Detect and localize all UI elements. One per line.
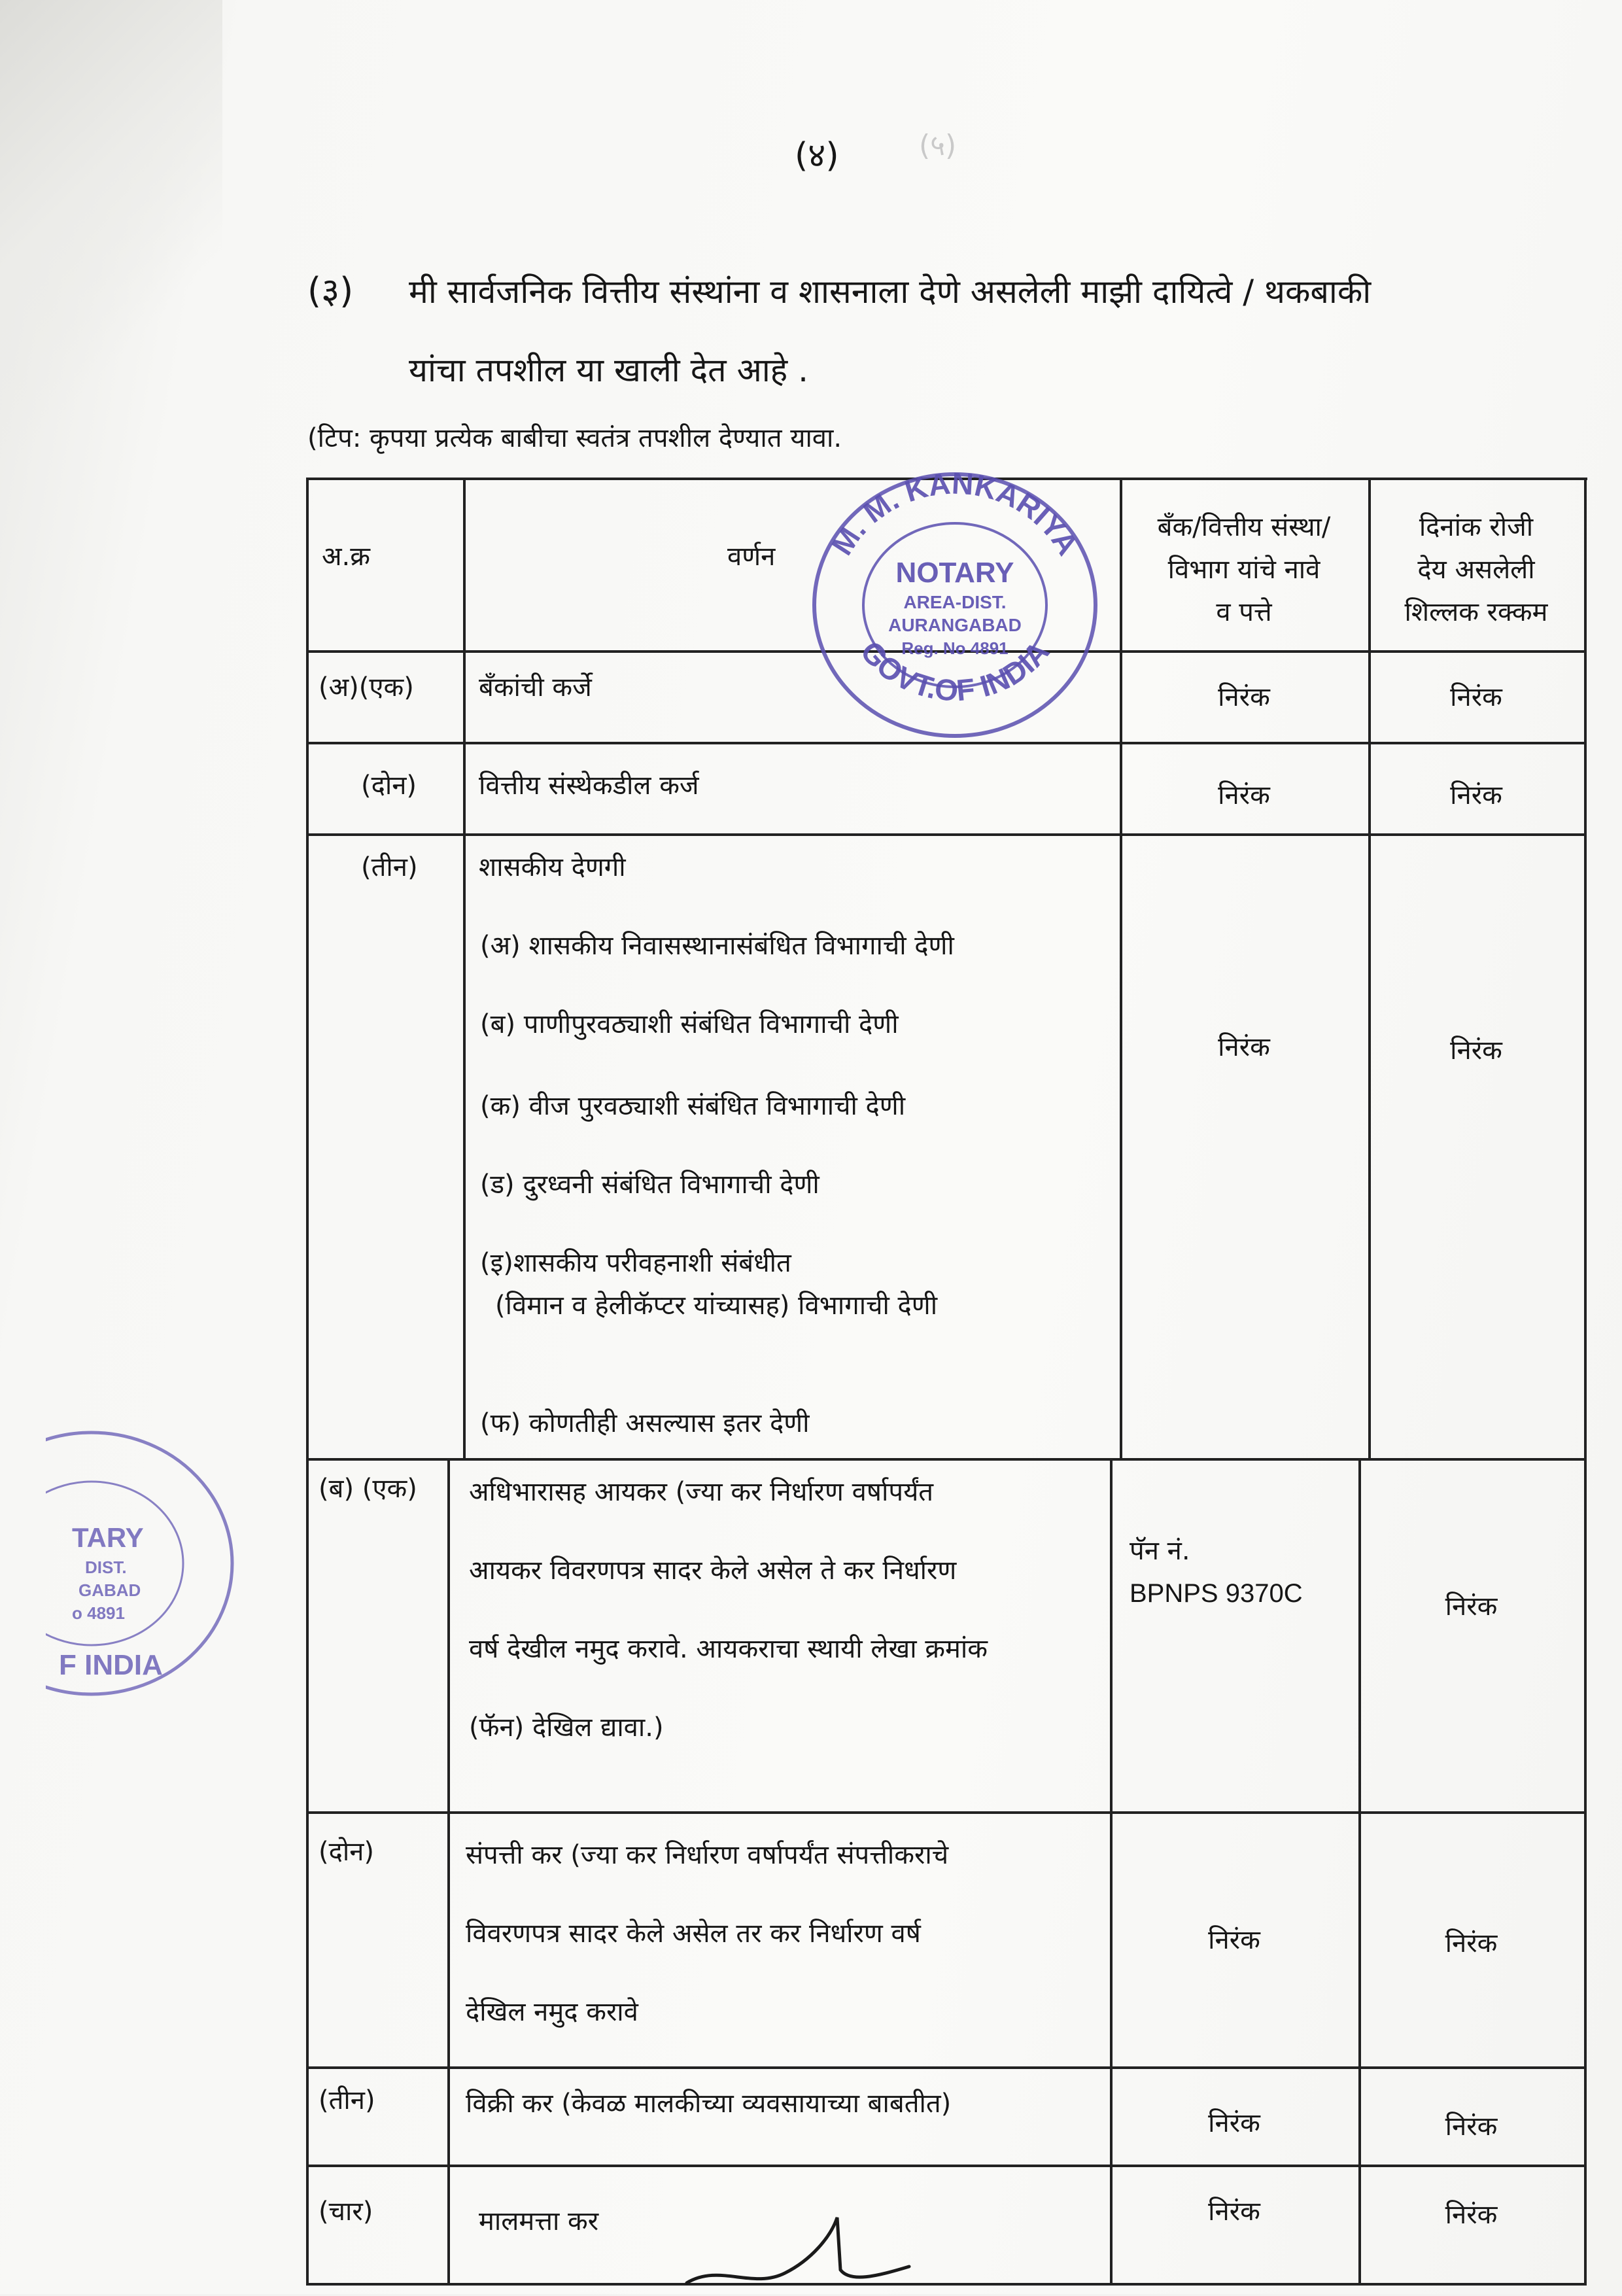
table-divider: [1120, 480, 1122, 1458]
row-bank: निरंक: [1208, 2108, 1260, 2138]
stamp-reg: Reg. No 4891: [901, 638, 1009, 658]
table-rule: [309, 1811, 1587, 1814]
row-description-line: देखिल नमुद करावे: [466, 1997, 638, 2027]
stamp-city: AURANGABAD: [888, 615, 1022, 635]
stamp-govt-arc: GOVT.OF INDIA: [854, 634, 1056, 708]
header-sr: अ.क्र: [322, 542, 370, 572]
row-due: निरंक: [1445, 1592, 1498, 1622]
row-bank: निरंक: [1208, 2197, 1260, 2227]
stamp-title: NOTARY: [895, 557, 1014, 589]
row-description: वित्तीय संस्थेकडील कर्ज: [479, 771, 699, 801]
row-bank: निरंक: [1218, 780, 1270, 810]
row-bank: निरंक: [1218, 1032, 1270, 1062]
row-description: बँकांची कर्जे: [479, 672, 592, 703]
section-number: (३): [307, 270, 354, 311]
row-due: निरंक: [1445, 1928, 1498, 1958]
instruction-note: (टिप: कृपया प्रत्येक बाबीचा स्वतंत्र तपशील देण्यात यावा.: [307, 423, 842, 453]
row-due: निरंक: [1450, 682, 1502, 712]
row-description-line: वर्ष देखील नमुद करावे. आयकराचा स्थायी लेखा क्रमांक: [469, 1634, 988, 1664]
row-sr: (दोन): [319, 1837, 375, 1867]
notary-stamp: [798, 461, 1112, 749]
row-sr: (दोन): [361, 771, 417, 801]
stamp-name-arc: M. M. KANKARIYA: [824, 466, 1086, 561]
signature: [680, 2211, 916, 2296]
table-divider: [1584, 480, 1587, 2286]
row-description-line: विवरणपत्र सादर केले असेल तर कर निर्धारण वर्ष: [466, 1919, 921, 1949]
sub-item: (इ)शासकीय परीवहनाशी संबंधीत: [480, 1248, 791, 1278]
row-description-line: (फॅन) देखिल द्यावा.): [469, 1713, 664, 1743]
stamp-partial-text: TARY: [72, 1522, 144, 1553]
notary-stamp-partial: [46, 1393, 242, 1733]
pan-number: BPNPS 9370C: [1130, 1579, 1303, 1608]
page-fold-shadow: [0, 0, 222, 458]
sub-item: (ड) दुरध्वनी संबंधित विभागाची देणी: [480, 1170, 820, 1200]
row-description-line: आयकर विवरणपत्र सादर केले असेल ते कर निर्धारण: [469, 1556, 957, 1586]
section-heading-line2: यांचा तपशील या खाली देत आहे .: [409, 351, 809, 389]
row-due: निरंक: [1450, 780, 1502, 810]
row-sr: (अ)(एक): [319, 672, 414, 703]
header-due-l3: शिल्लक रक्कम: [1404, 597, 1548, 627]
row-due: निरंक: [1450, 1035, 1502, 1066]
stamp-partial-text: GABAD: [78, 1580, 141, 1600]
row-due: निरंक: [1445, 2200, 1498, 2230]
row-sr: (तीन): [319, 2085, 375, 2115]
stamp-partial-text: DIST.: [85, 1557, 127, 1577]
sub-item: (क) वीज पुरवठ्याशी संबंधित विभागाची देणी: [480, 1091, 906, 1121]
section-heading-line1: मी सार्वजनिक वित्तीय संस्थांना व शासनाला देणे असलेली माझी दायित्वे / थकबाकी: [409, 273, 1372, 311]
row-description-line: संपत्ती कर (ज्या कर निर्धारण वर्षापर्यंत संपत्तीकराचे: [466, 1840, 949, 1870]
table-rule: [309, 1458, 1587, 1461]
row-description: मालमत्ता कर: [479, 2206, 599, 2236]
table-rule: [309, 2165, 1587, 2167]
table-divider: [1110, 1458, 1113, 2286]
page-number-bleedthrough: (५): [919, 129, 957, 162]
header-bank-l2: विभाग यांचे नावे: [1167, 555, 1320, 585]
stamp-partial-text: F INDIA: [59, 1649, 163, 1681]
table-rule: [309, 2066, 1587, 2069]
header-due-l2: देय असलेली: [1417, 555, 1535, 585]
sub-item: (अ) शासकीय निवासस्थानासंबंधित विभागाची देणी: [480, 931, 954, 961]
row-description: शासकीय देणगी: [479, 852, 626, 882]
stamp-area: AREA-DIST.: [903, 592, 1007, 612]
table-divider: [1368, 480, 1371, 1458]
table-divider: [447, 1458, 450, 2286]
row-sr: (तीन): [361, 852, 418, 882]
row-sr: (ब) (एक): [319, 1474, 417, 1504]
header-description: वर्णन: [727, 542, 776, 572]
header-bank-l3: व पत्ते: [1216, 597, 1272, 627]
page-number: (४): [795, 136, 839, 175]
table-divider: [463, 480, 466, 1458]
row-bank: निरंक: [1208, 1925, 1260, 1955]
row-sr: (चार): [319, 2197, 373, 2227]
row-bank: निरंक: [1218, 682, 1270, 712]
row-due: निरंक: [1445, 2112, 1498, 2142]
sub-item: (फ) कोणतीही असल्यास इतर देणी: [480, 1408, 810, 1438]
row-description: विक्री कर (केवळ मालकीच्या व्यवसायाच्या बाबतीत): [466, 2089, 952, 2119]
stamp-partial-text: o 4891: [72, 1603, 125, 1623]
table-rule: [309, 2283, 1587, 2286]
table-rule: [309, 833, 1587, 836]
pan-label: पॅन नं.: [1130, 1536, 1190, 1566]
header-due-l1: दिनांक रोजी: [1419, 512, 1534, 542]
header-bank-l1: बँक/वित्तीय संस्था/: [1157, 512, 1331, 542]
table-divider: [1358, 1458, 1361, 2286]
sub-item: (विमान व हेलीकॅप्टर यांच्यासह) विभागाची देणी: [495, 1291, 938, 1321]
row-description-line: अधिभारासह आयकर (ज्या कर निर्धारण वर्षापर्यंत: [469, 1477, 934, 1507]
sub-item: (ब) पाणीपुरवठ्याशी संबंधित विभागाची देणी: [480, 1009, 899, 1039]
